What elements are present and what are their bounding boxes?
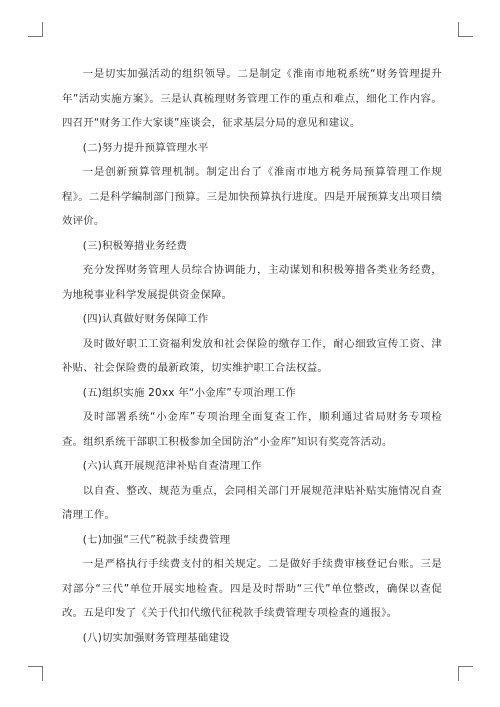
document-body [62, 62, 442, 650]
paragraph-commission-fees: 一是严格执行手续费支付的相关规定。二是做好手续费审核登记台账。三是对部分“三代”单位开展实地检查。四是及时帮助“三代”单位整改，确保以查促改。五是印发了《关于代扣代缴代征税款手续费管理专项检查的通报》。 [62, 558, 442, 619]
paragraph-funding: 充分发挥财务管理人员综合协调能力，主动谋划和积极筹措各类业务经费，为地税事业科学发展提供资金保障。 [62, 264, 442, 301]
section-heading-small-treasury: (五)组织实施 20xx 年“小金库”专项治理工作 [82, 386, 296, 399]
paragraph-financial-support: 及时做好职工工资福利发放和社会保险的缴存工作，耐心细致宣传工资、津补贴、社会保险费的最新政策，切实维护职工合法权益。 [62, 337, 442, 374]
paragraph-budget: 一是创新预算管理机制。制定出台了《淮南市地方税务局预算管理工作规程》。二是科学编制部门预算。三是加快预算执行进度。四是开展预算支出项目绩效评价。 [62, 166, 442, 227]
section-heading-budget: (二)努力提升预算管理水平 [82, 141, 209, 154]
section-heading-commission-fees: (七)加强“三代”税款手续费管理 [82, 533, 231, 546]
paragraph-small-treasury: 及时部署系统“小金库”专项治理全面复查工作，顺利通过省局财务专项检查。组织系统干部职工积极参加全国防治“小金库”知识有奖竞答活动。 [62, 411, 442, 448]
crop-mark-bottom-right [458, 666, 473, 681]
section-heading-subsidy-review: (六)认真开展规范津补贴自查清理工作 [82, 460, 262, 472]
section-heading-funding: (三)积极筹措业务经费 [82, 239, 188, 252]
crop-mark-top-left [28, 22, 43, 37]
section-heading-financial-support: (四)认真做好财务保障工作 [82, 313, 209, 325]
crop-mark-bottom-left [28, 666, 43, 681]
section-heading-infrastructure: (八)切实加强财务管理基础建设 [82, 631, 230, 644]
crop-mark-top-right [458, 22, 473, 37]
paragraph-activity-leadership: 一是切实加强活动的组织领导。二是制定《淮南市地税系统“财务管理提升年”活动实施方案》。三是认真梳理财务管理工作的重点和难点，细化工作内容。四召开“财务工作大家谈”座谈会，征求基层分局的意见和建议。 [62, 68, 442, 129]
paragraph-subsidy-review: 以自查、整改、规范为重点，会同相关部门开展规范津贴补贴实施情况自查清理工作。 [62, 484, 442, 521]
